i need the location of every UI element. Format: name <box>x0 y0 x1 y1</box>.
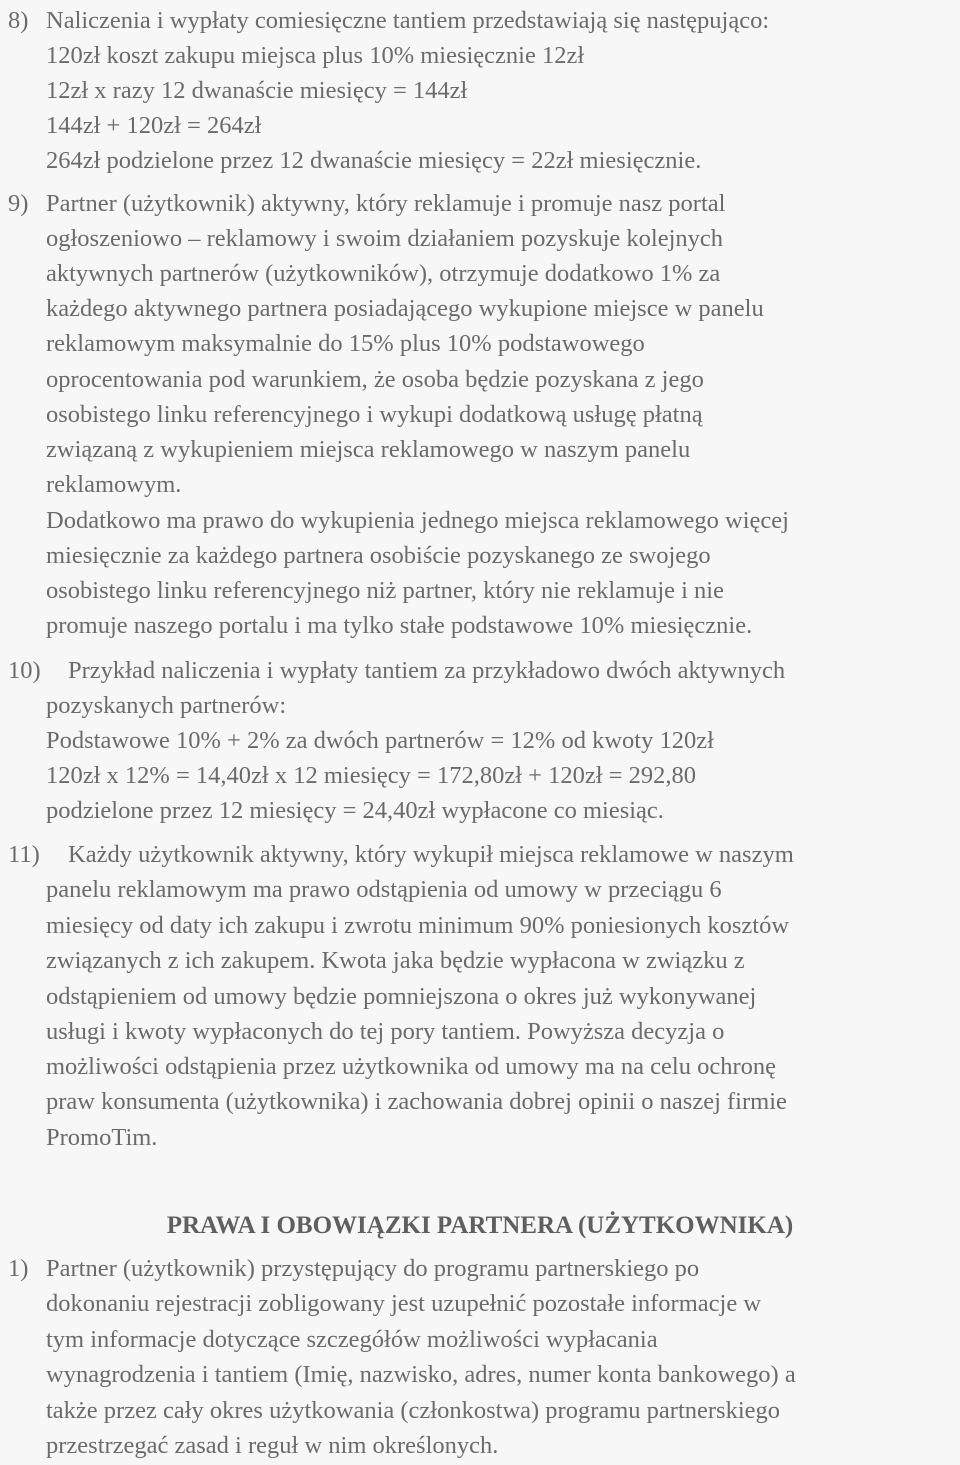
item-line: reklamowym maksymalnie do 15% plus 10% podstawowego <box>46 330 645 357</box>
item-line: Przykład naliczenia i wypłaty tantiem za przykładowo dwóch aktywnych <box>68 657 786 684</box>
item-line: panelu reklamowym ma prawo odstąpienia od umowy w przeciągu 6 <box>46 876 722 903</box>
item-line: Partner (użytkownik) aktywny, który reklamuje i promuje nasz portal <box>46 190 726 217</box>
item-number: 8) <box>8 7 29 34</box>
item-line: Każdy użytkownik aktywny, który wykupił miejsca reklamowe w naszym <box>68 841 794 868</box>
item-line: wynagrodzenia i tantiem (Imię, nazwisko, adres, numer konta bankowego) a <box>46 1361 796 1388</box>
item-line: każdego aktywnego partnera posiadającego wykupione miejsce w panelu <box>46 295 764 322</box>
item-line: osobistego linku referencyjnego i wykupi dodatkową usługę płatną <box>46 401 703 428</box>
item-number: 10) <box>8 657 41 684</box>
item-line: usługi i kwoty wypłaconych do tej pory tantiem. Powyższa decyzja o <box>46 1018 725 1045</box>
item-line: dokonaniu rejestracji zobligowany jest uzupełnić pozostałe informacje w <box>46 1290 762 1317</box>
item-line: przestrzegać zasad i reguł w nim określonych. <box>46 1432 499 1459</box>
item-line: Naliczenia i wypłaty comiesięczne tantiem przedstawiają się następująco: <box>46 7 770 34</box>
item-line: związaną z wykupieniem miejsca reklamowego w naszym panelu <box>46 436 691 463</box>
item-line: 12zł x razy 12 dwanaście miesięcy = 144zł <box>46 77 468 104</box>
item-line: 144zł + 120zł = 264zł <box>46 112 262 139</box>
item-line: podzielone przez 12 miesięcy = 24,40zł wypłacone co miesiąc. <box>46 797 664 824</box>
item-line: 120zł x 12% = 14,40zł x 12 miesięcy = 172,80zł + 120zł = 292,80 <box>46 762 696 789</box>
item-line: 120zł koszt zakupu miejsca plus 10% miesięcznie 12zł <box>46 42 585 69</box>
item-line: Partner (użytkownik) przystępujący do programu partnerskiego po <box>46 1255 700 1282</box>
item-line: praw konsumenta (użytkownika) i zachowania dobrej opinii o naszej firmie <box>46 1088 787 1115</box>
item-line: także przez cały okres użytkowania (członkostwa) programu partnerskiego <box>46 1397 781 1424</box>
item-line: reklamowym. <box>46 471 182 498</box>
item-number: 9) <box>8 190 29 217</box>
item-line: aktywnych partnerów (użytkowników), otrzymuje dodatkowo 1% za <box>46 260 721 287</box>
item-line: promuje naszego portalu i ma tylko stałe podstawowe 10% miesięcznie. <box>46 612 753 639</box>
item-line: miesięcy od daty ich zakupu i zwrotu minimum 90% poniesionych kosztów <box>46 912 790 939</box>
item-line: pozyskanych partnerów: <box>46 692 287 719</box>
item-number: 1) <box>8 1255 29 1282</box>
item-line: możliwości odstąpienia przez użytkownika od umowy ma na celu ochronę <box>46 1053 777 1080</box>
item-line: Dodatkowo ma prawo do wykupienia jednego miejsca reklamowego więcej <box>46 507 789 534</box>
section-heading: PRAWA I OBOWIĄZKI PARTNERA (UŻYTKOWNIKA) <box>166 1212 794 1239</box>
item-line: Podstawowe 10% + 2% za dwóch partnerów = 12% od kwoty 120zł <box>46 727 714 754</box>
item-line: miesięcznie za każdego partnera osobiście pozyskanego ze swojego <box>46 542 711 569</box>
item-line: odstąpieniem od umowy będzie pomniejszona o okres już wykonywanej <box>46 983 757 1010</box>
item-line: osobistego linku referencyjnego niż partner, który nie reklamuje i nie <box>46 577 724 604</box>
item-line: PromoTim. <box>46 1124 158 1151</box>
item-line: ogłoszeniowo – reklamowy i swoim działaniem pozyskuje kolejnych <box>46 225 724 252</box>
item-number: 11) <box>8 841 40 868</box>
item-line: związanych z ich zakupem. Kwota jaka będzie wypłacona w związku z <box>46 947 745 974</box>
item-line: tym informacje dotyczące szczegółów możliwości wypłacania <box>46 1326 658 1353</box>
item-line: oprocentowania pod warunkiem, że osoba będzie pozyskana z jego <box>46 366 704 393</box>
item-line: 264zł podzielone przez 12 dwanaście miesięcy = 22zł miesięcznie. <box>46 147 702 174</box>
